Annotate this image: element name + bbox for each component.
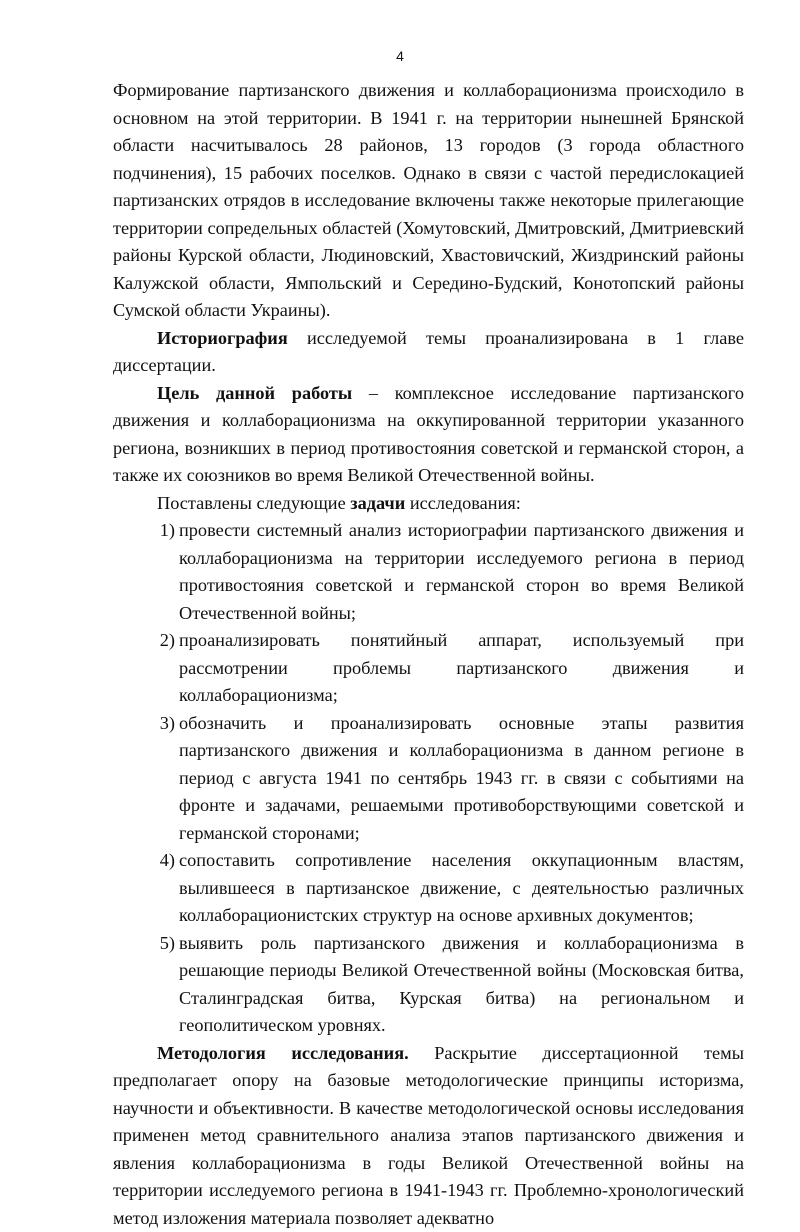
list-item-number: 4): [113, 847, 179, 930]
tasks-list: [113, 517, 744, 1040]
list-item-text: обозначить и проанализировать основные этапы развития партизанского движения и коллаборационизма в данном регионе в период с августа 1941 по сентябрь 1943 гг. в связи с событиями на фронте и задачами, решаемыми противоборствующими советской и германской сторонами;: [179, 710, 744, 848]
methodology-term: Методология исследования.: [157, 1043, 409, 1063]
goal-paragraph: [113, 380, 744, 490]
document-body: [113, 77, 744, 1232]
list-item-number: 1): [113, 517, 179, 627]
intro-paragraph: Формирование партизанского движения и коллаборационизма происходило в основном на этой территории. В 1941 г. на территории нынешней Брянской области насчитывалось 28 районов, 13 городов (3 города областного подчинения), 15 рабочих поселков. Однако в связи с частой передислокацией партизанских отрядов в исследование включены также некоторые прилегающие территории сопредельных областей (Хомутовский, Дмитровский, Дмитриевский районы Курской области, Людиновский, Хвастовичский, Жиздринский районы Калужской области, Ямпольский и Середино-Будский, Конотопский районы Сумской области Украины).: [113, 77, 744, 325]
list-item-text: сопоставить сопротивление населения оккупационным властям, вылившееся в партизанское движение, с деятельностью различных коллаборационистских структур на основе архивных документов;: [179, 847, 744, 930]
list-item: [113, 930, 744, 1040]
list-item-number: 5): [113, 930, 179, 1040]
historiography-text: исследуемой темы проанализирована в 1 главе диссертации.: [113, 328, 744, 376]
list-item: [113, 517, 744, 627]
tasks-intro-paragraph: [113, 490, 744, 518]
list-item-text: провести системный анализ историографии партизанского движения и коллаборационизма на территории исследуемого региона в период противостояния советской и германской сторон во время Великой Отечественной войны;: [179, 517, 744, 627]
list-item: [113, 847, 744, 930]
page-number: 4: [0, 46, 800, 66]
methodology-text: Раскрытие диссертационной темы предполагает опору на базовые методологические принципы историзма, научности и объективности. В качестве методологической основы исследования применен метод сравнительного анализа этапов партизанского движения и явления коллаборационизма в годы Великой Отечественной войны на территории исследуемого региона в 1941-1943 гг. Проблемно-хронологический метод изложения материала позволяет адекватно: [113, 1043, 744, 1228]
list-item-number: 3): [113, 710, 179, 848]
list-item: [113, 710, 744, 848]
list-item-text: проанализировать понятийный аппарат, используемый при рассмотрении проблемы партизанского движения и коллаборационизма;: [179, 627, 744, 710]
goal-term: Цель данной работы: [157, 383, 352, 403]
goal-text: – комплексное исследование партизанского движения и коллаборационизма на оккупированной территории указанного региона, возникших в период противостояния советской и германской сторон, а также их союзников во время Великой Отечественной войны.: [113, 383, 744, 486]
historiography-paragraph: [113, 325, 744, 380]
tasks-intro-before: Поставлены следующие: [157, 493, 350, 513]
list-item: [113, 627, 744, 710]
list-item-number: 2): [113, 627, 179, 710]
tasks-term: задачи: [350, 493, 405, 513]
tasks-intro-after: исследования:: [405, 493, 521, 513]
methodology-paragraph: [113, 1040, 744, 1232]
historiography-term: Историография: [157, 328, 288, 348]
list-item-text: выявить роль партизанского движения и коллаборационизма в решающие периоды Великой Отечественной войны (Московская битва, Сталинградская битва, Курская битва) на региональном и геополитическом уровнях.: [179, 930, 744, 1040]
